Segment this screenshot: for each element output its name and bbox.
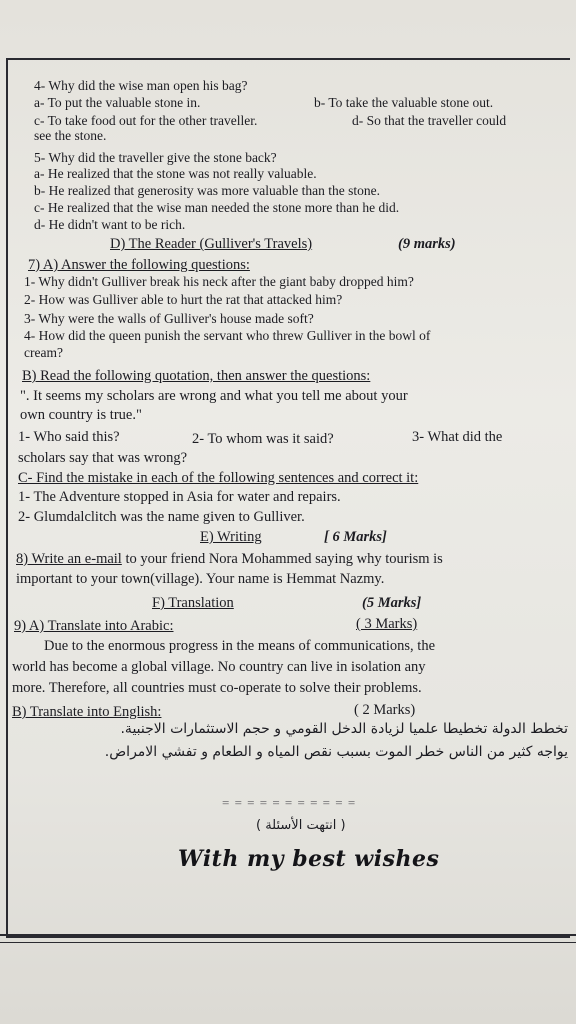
- q4-option-b: b- To take the valuable stone out.: [314, 95, 494, 110]
- translation-arabic-line-2: يواجه كثير من الناس خطر الموت بسبب نقص المياه و الطعام و تفشي الامراض.: [104, 744, 568, 760]
- bottom-rule: [0, 934, 576, 943]
- reader-quotation-line-1: ". It seems my scholars are wrong and what you tell me about your: [20, 388, 408, 404]
- reader-part-c-sentence-1: 1- The Adventure stopped in Asia for water and repairs.: [18, 489, 341, 505]
- translation-part-a-heading: 9) A) Translate into Arabic:: [14, 618, 174, 634]
- q5-question: 5- Why did the traveller give the stone back?: [34, 150, 277, 165]
- end-of-questions-note: ( انتهت الأسئلة ): [256, 818, 346, 833]
- reader-part-c-heading: C- Find the mistake in each of the following sentences and correct it:: [18, 470, 419, 486]
- reader-quotation-line-2: own country is true.": [20, 407, 142, 423]
- closing-wishes: With my best wishes: [178, 846, 440, 872]
- reader-section-title: D) The Reader (Gulliver's Travels): [110, 236, 313, 252]
- q4-question: 4- Why did the wise man open his bag?: [34, 78, 248, 93]
- translation-paragraph-line-1: Due to the enormous progress in the means of communications, the: [44, 638, 436, 654]
- writing-prompt-rest: to your friend Nora Mohammed saying why tourism is: [121, 551, 443, 567]
- translation-section-title: F) Translation: [152, 595, 234, 611]
- translation-part-b-heading: B) Translate into English:: [12, 704, 162, 720]
- reader-part-b-heading: B) Read the following quotation, then answer the questions:: [22, 368, 371, 384]
- reader-part-b-question-3: 3- What did the: [412, 429, 503, 445]
- writing-section-title: E) Writing: [200, 529, 262, 545]
- translation-paragraph-line-2: world has become a global village. No country can live in isolation any: [12, 659, 426, 675]
- writing-section-marks: [ 6 Marks]: [324, 529, 387, 545]
- q5-option-b: b- He realized that generosity was more valuable than the stone.: [34, 183, 380, 198]
- reader-question-4: 4- How did the queen punish the servant who threw Gulliver in the bowl of: [24, 328, 431, 343]
- translation-part-b-marks: ( 2 Marks): [354, 702, 416, 718]
- translation-arabic-line-1: تخطط الدولة تخطيطا علميا لزيادة الدخل القومي و حجم الاستثمارات الاجنبية.: [120, 721, 568, 737]
- reader-question-4-continued: cream?: [24, 345, 63, 360]
- q4-option-d: d- So that the traveller could: [352, 113, 507, 128]
- writing-prompt-lead: 8) Write an e-mail: [16, 551, 122, 567]
- reader-question-2: 2- How was Gulliver able to hurt the rat that attacked him?: [24, 292, 343, 307]
- separator-line: = = = = = = = = = = =: [222, 795, 357, 810]
- q5-option-a: a- He realized that the stone was not really valuable.: [34, 166, 317, 181]
- reader-part-b-question-3-continued: scholars say that was wrong?: [18, 450, 188, 466]
- writing-prompt-line-1: [16, 550, 443, 568]
- q4-option-a: a- To put the valuable stone in.: [34, 95, 201, 110]
- reader-part-b-question-2: 2- To whom was it said?: [192, 431, 334, 447]
- translation-paragraph-line-3: more. Therefore, all countries must co-operate to solve their problems.: [12, 680, 422, 696]
- q4-option-d-continued: see the stone.: [34, 128, 107, 143]
- reader-part-a-heading: 7) A) Answer the following questions:: [28, 257, 250, 273]
- reader-part-b-question-1: 1- Who said this?: [18, 429, 120, 445]
- translation-section-marks: (5 Marks]: [362, 595, 422, 611]
- writing-prompt-line-2: important to your town(village). Your name is Hemmat Nazmy.: [16, 571, 385, 587]
- q5-option-c: c- He realized that the wise man needed the stone more than he did.: [34, 200, 400, 215]
- reader-question-1: 1- Why didn't Gulliver break his neck after the giant baby dropped him?: [24, 274, 414, 289]
- q4-option-c: c- To take food out for the other traveller.: [34, 113, 258, 128]
- q5-option-d: d- He didn't want to be rich.: [34, 217, 186, 232]
- translation-part-a-marks: ( 3 Marks): [356, 616, 418, 632]
- reader-question-3: 3- Why were the walls of Gulliver's house made soft?: [24, 311, 314, 326]
- reader-section-marks: (9 marks): [398, 236, 456, 252]
- reader-part-c-sentence-2: 2- Glumdalclitch was the name given to Gulliver.: [18, 509, 305, 525]
